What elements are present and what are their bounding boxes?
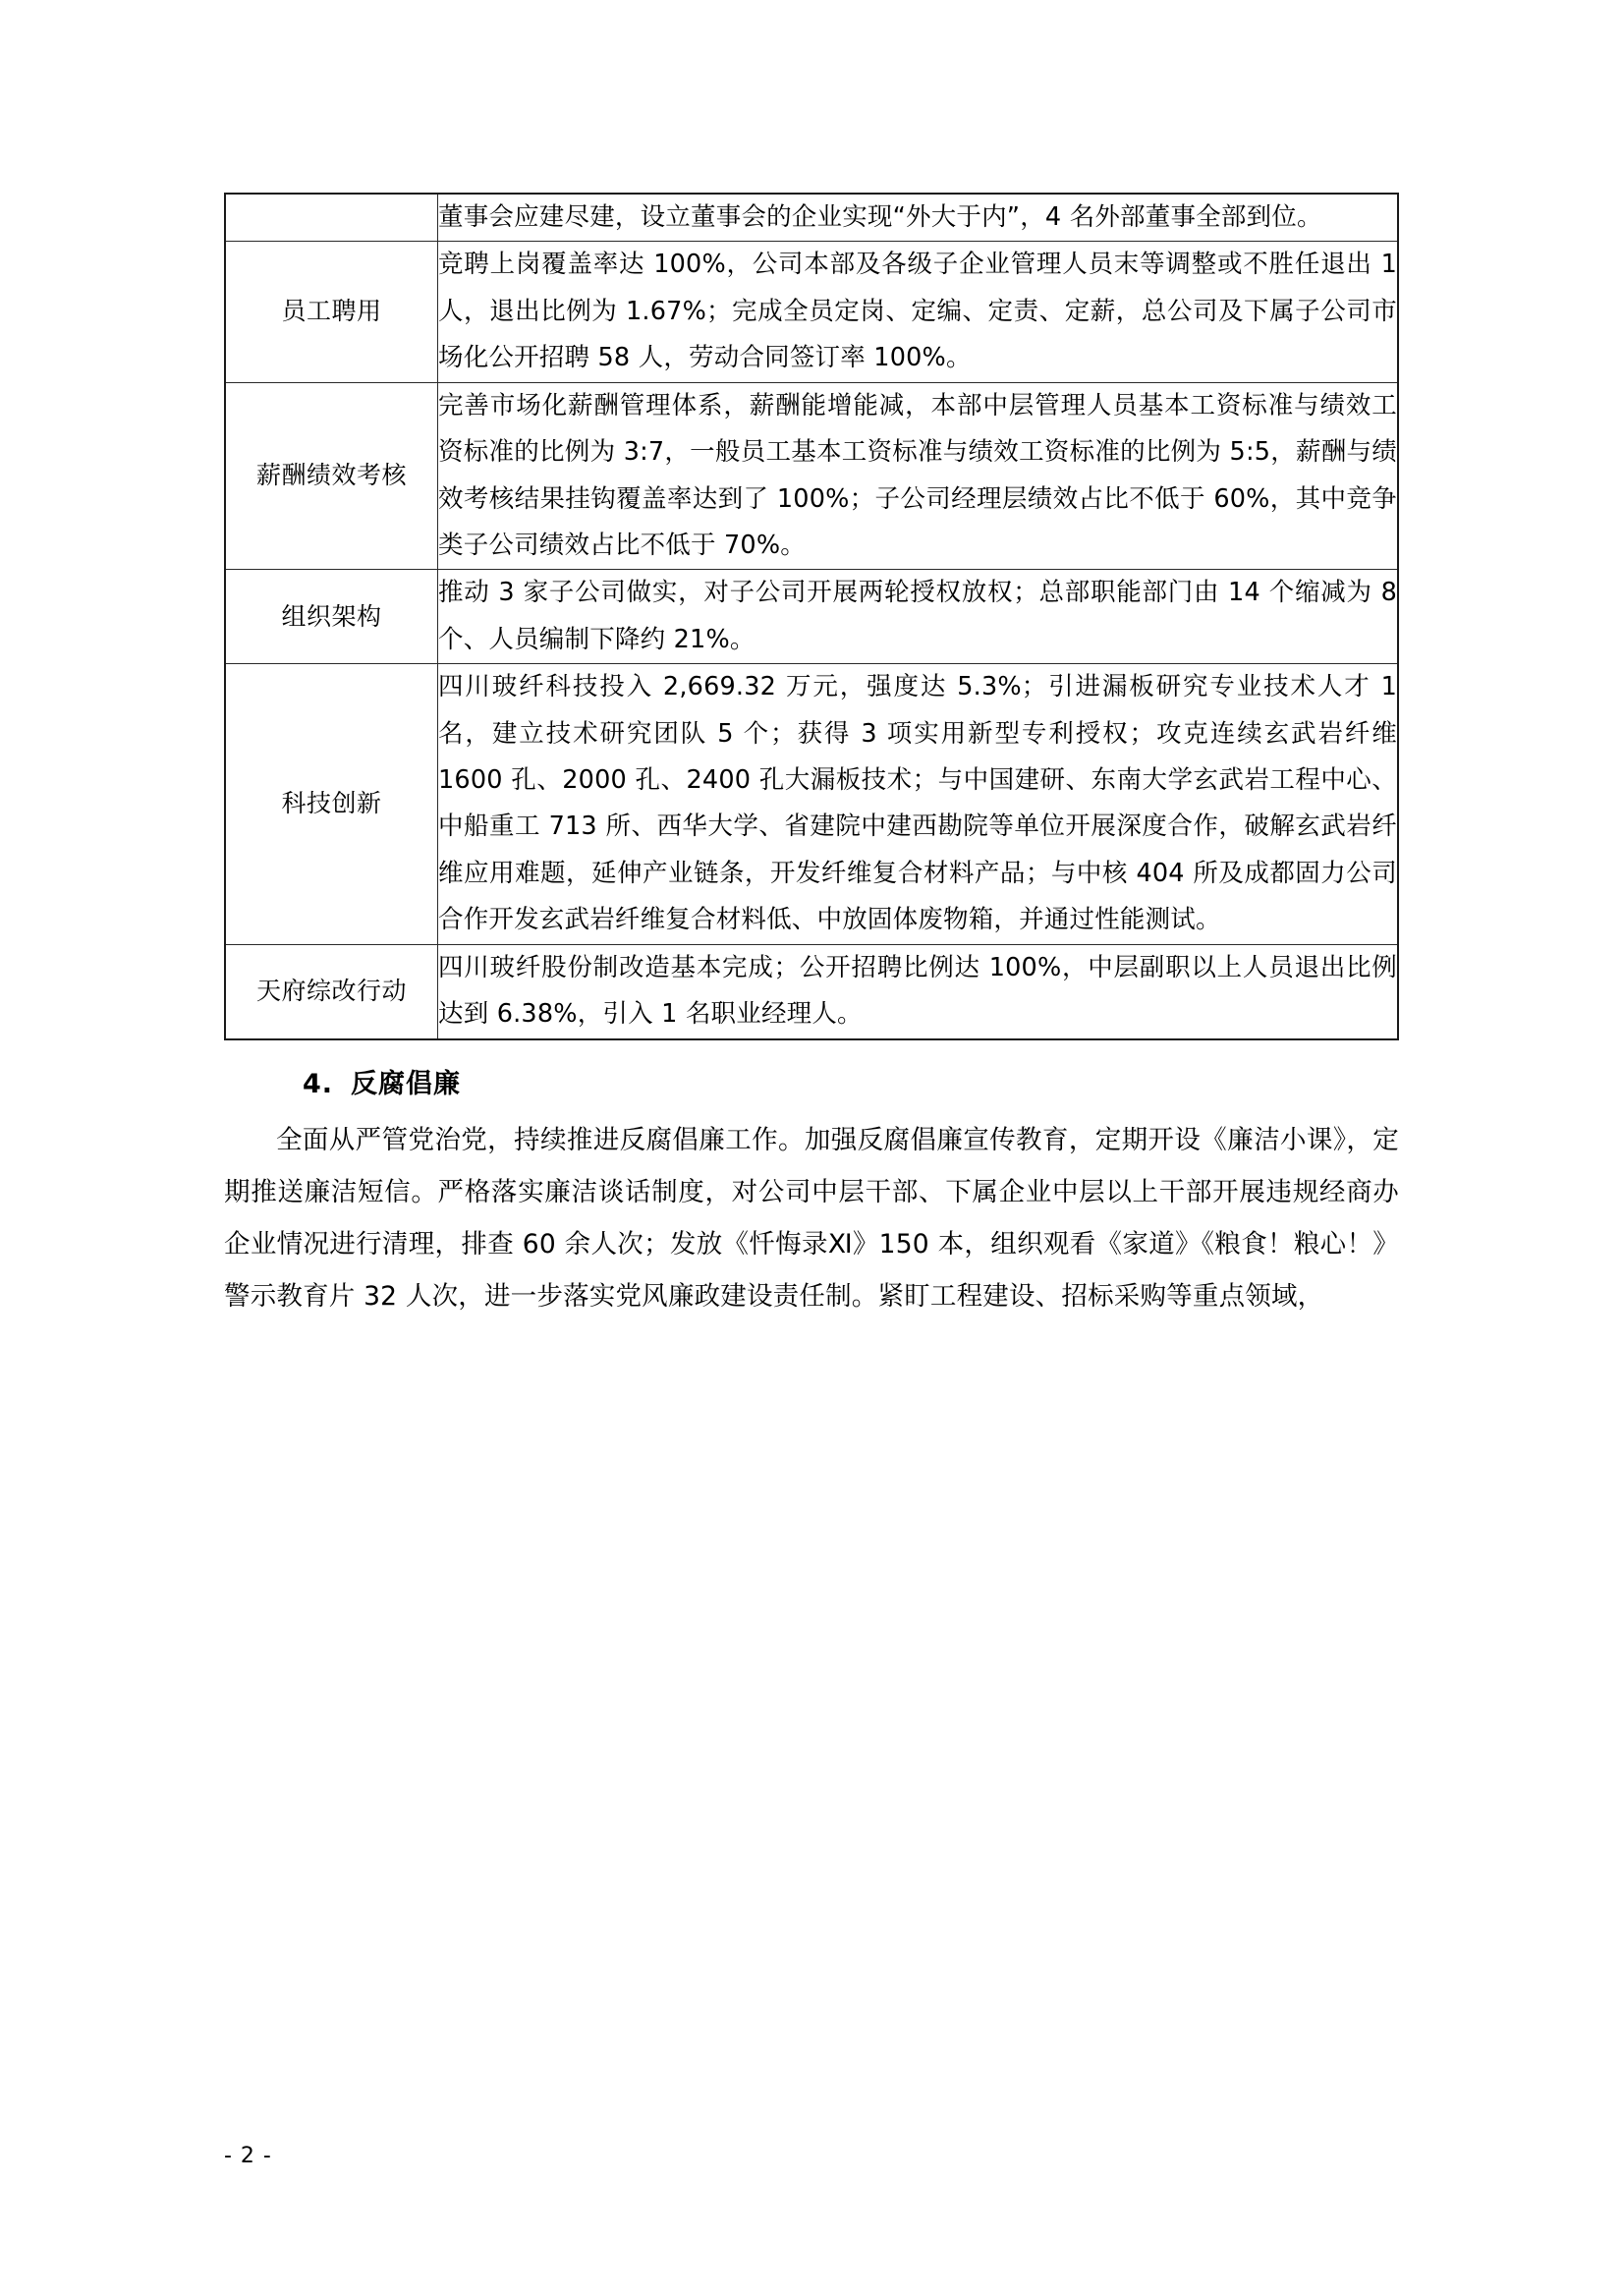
- row-body: [438, 664, 1399, 945]
- row-label: 组织架构: [225, 570, 438, 664]
- table-row: [225, 570, 1398, 664]
- row-body: [438, 242, 1399, 382]
- row-body: [438, 944, 1399, 1038]
- row-body-text: 董事会应建尽建，设立董事会的企业实现“外大于内”，4 名外部董事全部到位。: [438, 202, 1322, 232]
- reform-measures-table: [224, 193, 1399, 1040]
- table-body: [225, 194, 1398, 1039]
- table-row: [225, 242, 1398, 382]
- table-row: [225, 382, 1398, 570]
- page-number: - 2 -: [224, 2144, 272, 2168]
- row-label: 科技创新: [225, 664, 438, 945]
- table-row: [225, 664, 1398, 945]
- row-body: [438, 382, 1399, 570]
- row-label: 薪酬绩效考核: [225, 382, 438, 570]
- row-body-text: 竞聘上岗覆盖率达 100%，公司本部及各级子企业管理人员末等调整或不胜任退出 1 人，退出比例为 1.67%；完成全员定岗、定编、定责、定薪，总公司及下属子公司市场化公开招聘 58 人，劳动合同签订率 100%。: [438, 250, 1397, 373]
- row-label: [225, 194, 438, 242]
- table-row: [225, 194, 1398, 242]
- section-title: 反腐倡廉: [351, 1068, 462, 1099]
- row-body-text: 完善市场化薪酬管理体系，薪酬能增能减，本部中层管理人员基本工资标准与绩效工资标准的比例为 3:7，一般员工基本工资标准与绩效工资标准的比例为 5:5，薪酬与绩效考核结果挂钩覆盖率达到了 100%；子公司经理层绩效占比不低于 60%，其中竞争类子公司绩效占比不低于 70%。: [438, 390, 1397, 560]
- section-number: 4.: [303, 1068, 334, 1099]
- table-row: [225, 944, 1398, 1038]
- page-content: [224, 193, 1399, 1322]
- row-body-text: 推动 3 家子公司做实，对子公司开展两轮授权放权；总部职能部门由 14 个缩减为 8 个、人员编制下降约 21%。: [438, 578, 1397, 654]
- row-body: [438, 570, 1399, 664]
- row-label: 员工聘用: [225, 242, 438, 382]
- row-label: 天府综改行动: [225, 944, 438, 1038]
- row-body-text: 四川玻纤科技投入 2,669.32 万元，强度达 5.3%；引进漏板研究专业技术人才 1 名，建立技术研究团队 5 个；获得 3 项实用新型专利授权；攻克连续玄武岩纤维 1600 孔、2000 孔、2400 孔大漏板技术；与中国建研、东南大学玄武岩工程中心、中船重工 713 所、西华大学、省建院中建西勘院等单位开展深度合作，破解玄武岩纤维应用难题，延伸产业链条，开发纤维复合材料产品；与中核 404 所及成都固力公司合作开发玄武岩纤维复合材料低、中放固体废物箱，并通过性能测试。: [438, 672, 1397, 935]
- row-body: [438, 194, 1399, 242]
- section-heading: [224, 1062, 1399, 1100]
- row-body-text: 四川玻纤股份制改造基本完成；公开招聘比例达 100%，中层副职以上人员退出比例达到 6.38%，引入 1 名职业经理人。: [438, 952, 1397, 1030]
- section-paragraph: 全面从严管党治党，持续推进反腐倡廉工作。加强反腐倡廉宣传教育，定期开设《廉洁小课》，定期推送廉洁短信。严格落实廉洁谈话制度，对公司中层干部、下属企业中层以上干部开展违规经商办企业情况进行清理，排查 60 余人次；发放《忏悔录Ⅺ》150 本，组织观看《家道》《粮食！粮心！》警示教育片 32 人次，进一步落实党风廉政建设责任制。紧盯工程建设、招标采购等重点领域，: [224, 1124, 1399, 1312]
